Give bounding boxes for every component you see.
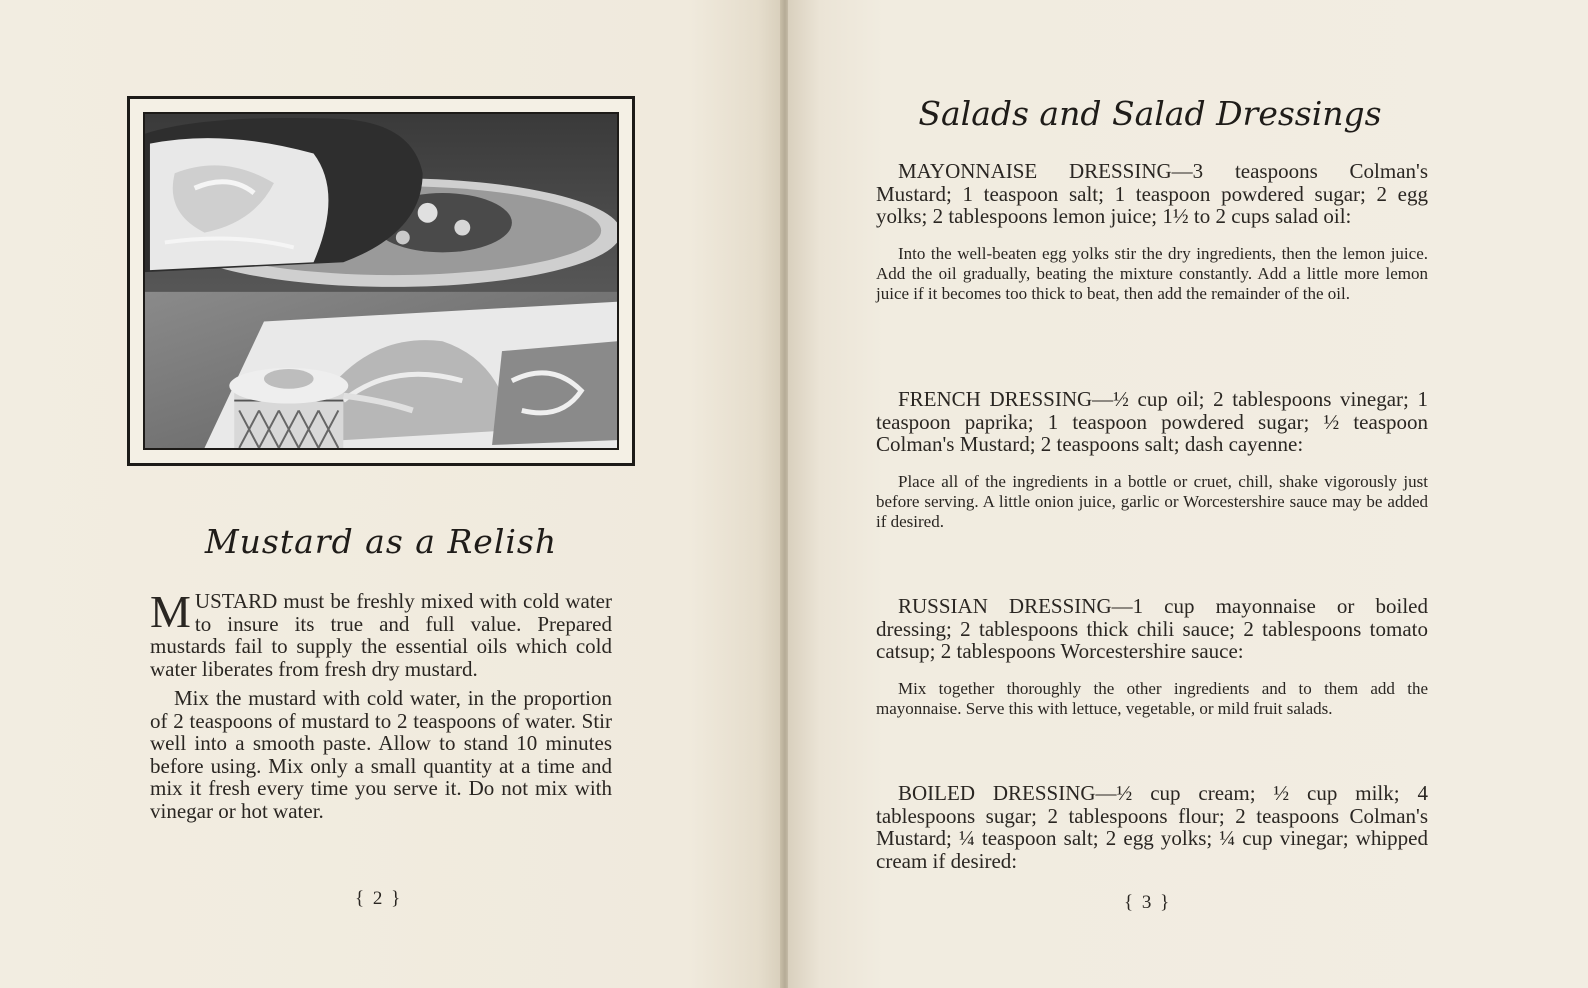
recipe-ingredients: BOILED DRESSING—½ cup cream; ½ cup milk; 4 tablespoons sugar; 2 tablespoons flour; 2 teaspoons Colman's Mustard; ¼ teaspoon salt; 2 egg yolks; ¼ cup vinegar; whipped cream if desired: [876, 781, 1428, 873]
left-page [0, 0, 782, 988]
salads-title: Salads and Salad Dressings [918, 94, 1382, 133]
recipe-method: Mix together thoroughly the other ingredients and to them add the mayonnaise. Serve this with lettuce, vegetable, or mild fruit salads. [876, 678, 1428, 718]
recipe-ingredients: RUSSIAN DRESSING—1 cup mayonnaise or boiled dressing; 2 tablespoons thick chili sauce; 2 tablespoons tomato catsup; 2 tablespoons Worcestershire sauce: [876, 594, 1428, 663]
ham-platter-image [143, 112, 619, 450]
recipe-french [876, 388, 1428, 532]
recipe-ingredients: FRENCH DRESSING—½ cup oil; 2 tablespoons vinegar; 1 teaspoon paprika; 1 teaspoon powdered sugar; ½ teaspoon Colman's Mustard; 2 teaspoons salt; dash cayenne: [876, 387, 1428, 456]
drop-cap: M [150, 586, 191, 637]
recipe-method: Place all of the ingredients in a bottle or cruet, chill, shake vigorously just before serving. A little onion juice, garlic or Worcestershire sauce may be added if desired. [876, 471, 1428, 531]
recipe-ingredients: MAYONNAISE DRESSING—3 teaspoons Colman's Mustard; 1 teaspoon salt; 1 teaspoon powdered sugar; 2 egg yolks; 2 tablespoons lemon juice; 1½ to 2 cups salad oil: [876, 159, 1428, 228]
paragraph-1 [150, 586, 612, 681]
page-number-left: { 2 } [355, 888, 403, 909]
paragraph-1-text: USTARD must be freshly mixed with cold water to insure its true and full value. Prepared mustards fail to supply the essential oils which cold water liberates from fresh dry mustard. [150, 589, 612, 681]
recipe-mayonnaise [876, 160, 1428, 304]
left-body-text [150, 586, 612, 829]
page-number-right: { 3 } [1124, 892, 1172, 913]
ham-illustration [127, 96, 635, 466]
recipe-russian [876, 595, 1428, 719]
paragraph-2: Mix the mustard with cold water, in the proportion of 2 teaspoons of mustard to 2 teaspoons of water. Stir well into a smooth paste. Allow to stand 10 minutes before using. Mix only a small quantity at a time and mix it fresh every time you serve it. Do not mix with vinegar or hot water. [150, 686, 612, 823]
relish-title: Mustard as a Relish [204, 522, 558, 561]
recipe-boiled [876, 782, 1428, 872]
recipe-method: Into the well-beaten egg yolks stir the dry ingredients, then the lemon juice. Add the oil gradually, beating the mixture constantly. Add a little more lemon juice if it becomes too thick to beat, then add the remainder of the oil. [876, 243, 1428, 303]
